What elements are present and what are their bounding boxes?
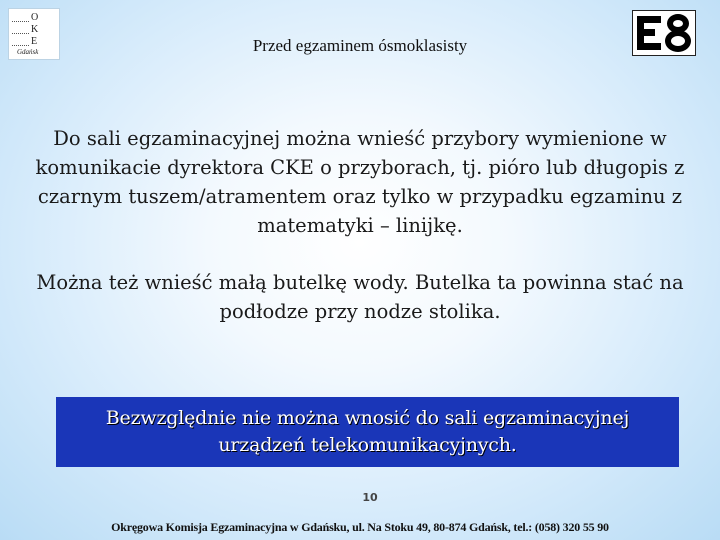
warning-text: Bezwzględnie nie można wnosić do sali egzaminacyjnej urządzeń telekomunikacyjnych. bbox=[105, 407, 630, 456]
warning-box bbox=[56, 397, 679, 467]
logo-letter-o: O bbox=[31, 12, 39, 23]
paragraph-water-bottle: Można też wnieść małą butelkę wody. Butelka ta powinna stać na podłodze przy nodze stolika. bbox=[36, 271, 684, 323]
paragraph-allowed-items: Do sali egzaminacyjnej można wnieść przybory wymienione w komunikacie dyrektora CKE o przyborach, tj. pióro lub długopis z czarnym tuszem/atramentem oraz tylko w przypadku egzaminu z matematyki – linijkę. bbox=[35, 127, 685, 237]
logo-city: Gdańsk bbox=[17, 48, 39, 56]
footer-address: Okręgowa Komisja Egzaminacyjna w Gdańsku, ul. Na Stoku 49, 80-874 Gdańsk, tel.: (058) 320 55 90 bbox=[111, 520, 609, 534]
page-number: 10 bbox=[362, 491, 378, 504]
e8-logo bbox=[632, 10, 696, 56]
logo-letter-k: K bbox=[31, 24, 39, 35]
logo-dotted-line bbox=[12, 33, 29, 34]
header-title: Przed egzaminem ósmoklasisty bbox=[252, 36, 468, 55]
logo-dotted-line bbox=[12, 21, 29, 22]
logo-letter-e: E bbox=[31, 36, 38, 47]
